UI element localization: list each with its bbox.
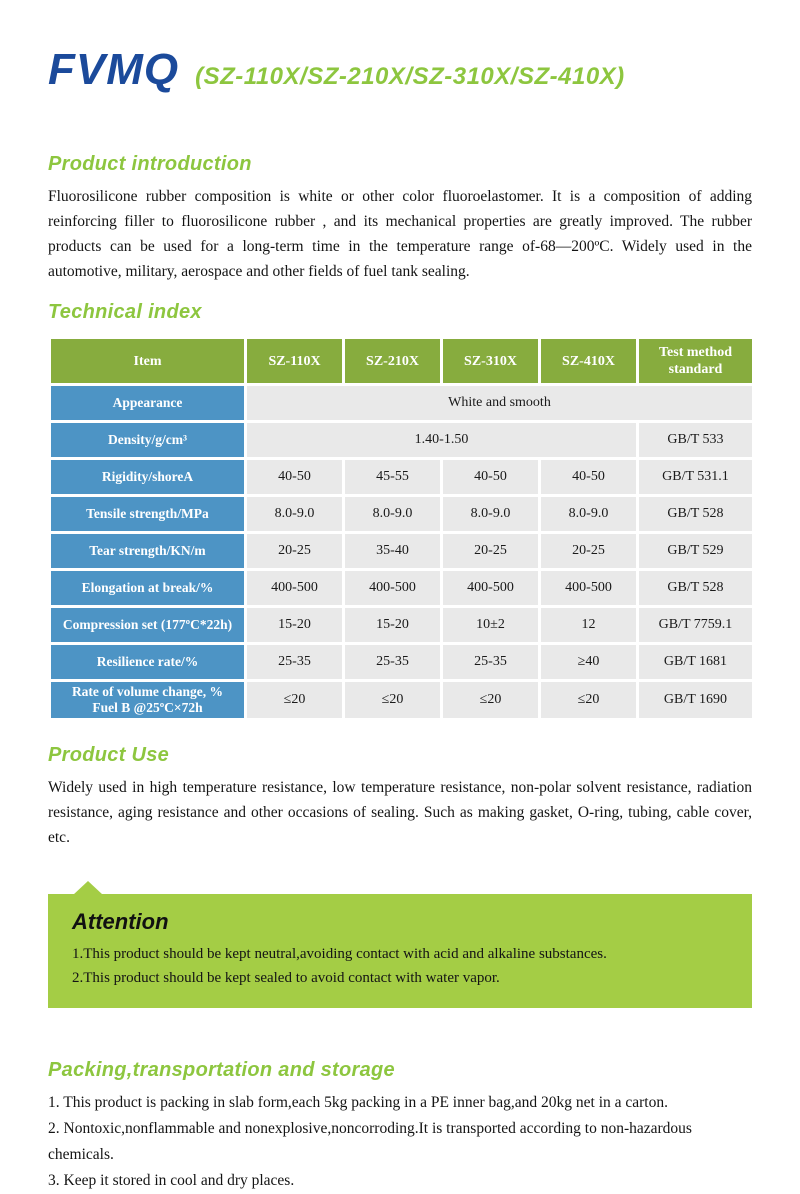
- table-cell: ≤20: [344, 681, 442, 720]
- table-cell: 25-35: [344, 644, 442, 681]
- table-cell: 25-35: [442, 644, 540, 681]
- table-cell-test: GB/T 7759.1: [638, 607, 754, 644]
- table-cell: 20-25: [540, 533, 638, 570]
- table-row-tensile-strength: [50, 496, 754, 533]
- table-cell-test: GB/T 533: [638, 422, 754, 459]
- table-cell-test: GB/T 1681: [638, 644, 754, 681]
- table-cell: 400-500: [540, 570, 638, 607]
- product-title: FVMQ: [48, 45, 180, 94]
- packing-item-1: 1. This product is packing in slab form,each 5kg packing in a PE inner bag,and 20kg net in a carton.: [48, 1094, 668, 1111]
- packing-item-2: 2. Nontoxic,nonflammable and nonexplosive,noncorroding.It is transported according to non-hazardous chemicals.: [48, 1120, 692, 1163]
- table-cell: ≤20: [442, 681, 540, 720]
- section-heading-introduction: Product introduction: [48, 153, 252, 175]
- table-cell: 40-50: [442, 459, 540, 496]
- section-heading-technical-index: Technical index: [48, 301, 202, 323]
- table-cell: 40-50: [246, 459, 344, 496]
- product-variants: (SZ-110X/SZ-210X/SZ-310X/SZ-410X): [195, 63, 625, 90]
- attention-heading: Attention: [72, 909, 169, 934]
- table-cell: 8.0-9.0: [344, 496, 442, 533]
- table-cell: 400-500: [344, 570, 442, 607]
- packing-section: [0, 1058, 800, 1194]
- table-cell: ≤20: [246, 681, 344, 720]
- table-cell: ≥40: [540, 644, 638, 681]
- table-cell: 400-500: [442, 570, 540, 607]
- attention-item-1: 1.This product should be kept neutral,avoiding contact with acid and alkaline substances.: [72, 946, 607, 962]
- table-cell: 8.0-9.0: [540, 496, 638, 533]
- table-cell: 20-25: [246, 533, 344, 570]
- table-row-elongation: [50, 570, 754, 607]
- table-row-tear-strength: [50, 533, 754, 570]
- table-cell: 12: [540, 607, 638, 644]
- row-label: Elongation at break/%: [50, 570, 246, 607]
- row-label-line1: Rate of volume change, %: [71, 684, 224, 699]
- row-label: Resilience rate/%: [50, 644, 246, 681]
- table-cell: 25-35: [246, 644, 344, 681]
- row-label: Appearance: [50, 385, 246, 422]
- column-header-test-method: Test method standard: [638, 338, 754, 385]
- table-cell: White and smooth: [246, 385, 754, 422]
- table-cell-test: GB/T 528: [638, 570, 754, 607]
- table-cell: ≤20: [540, 681, 638, 720]
- row-label-line2: Fuel B @25ºC×72h: [92, 700, 203, 715]
- section-heading-product-use: Product Use: [48, 744, 170, 766]
- attention-pointer-triangle: [73, 881, 103, 895]
- table-cell: 10±2: [442, 607, 540, 644]
- table-row-volume-change: [50, 681, 754, 720]
- table-cell: 1.40-1.50: [246, 422, 638, 459]
- column-header-sz410x: SZ-410X: [540, 338, 638, 385]
- table-cell: 8.0-9.0: [246, 496, 344, 533]
- table-cell: 20-25: [442, 533, 540, 570]
- table-header-row: [50, 338, 754, 385]
- table-row-appearance: [50, 385, 754, 422]
- table-cell: 45-55: [344, 459, 442, 496]
- row-label: Tear strength/KN/m: [50, 533, 246, 570]
- column-header-item: Item: [50, 338, 246, 385]
- table-cell-test: GB/T 529: [638, 533, 754, 570]
- technical-index-table: [48, 336, 755, 721]
- table-cell: 400-500: [246, 570, 344, 607]
- table-row-density: [50, 422, 754, 459]
- packing-item-3: 3. Keep it stored in cool and dry places.: [48, 1172, 295, 1189]
- product-use-paragraph: Widely used in high temperature resistance, low temperature resistance, non-polar solvent resistance, radiation resistance, aging resistance and other occasions of sealing. Such as making gasket, O-ring, tubing, cable cover, etc.: [48, 779, 752, 846]
- table-row-compression-set: [50, 607, 754, 644]
- table-row-resilience: [50, 644, 754, 681]
- packing-list: [48, 1090, 752, 1194]
- table-cell: 15-20: [246, 607, 344, 644]
- row-label: [50, 681, 246, 720]
- title-block: [48, 44, 752, 96]
- row-label: Tensile strength/MPa: [50, 496, 246, 533]
- table-cell-test: GB/T 531.1: [638, 459, 754, 496]
- attention-callout-box: [48, 894, 752, 1008]
- table-cell: 35-40: [344, 533, 442, 570]
- table-cell-test: GB/T 528: [638, 496, 754, 533]
- column-header-sz110x: SZ-110X: [246, 338, 344, 385]
- table-cell: 15-20: [344, 607, 442, 644]
- row-label: Rigidity/shoreA: [50, 459, 246, 496]
- section-heading-packing: Packing,transportation and storage: [48, 1059, 395, 1081]
- table-cell: 40-50: [540, 459, 638, 496]
- column-header-sz210x: SZ-210X: [344, 338, 442, 385]
- column-header-sz310x: SZ-310X: [442, 338, 540, 385]
- table-cell-test: GB/T 1690: [638, 681, 754, 720]
- table-cell: 8.0-9.0: [442, 496, 540, 533]
- row-label: Density/g/cm³: [50, 422, 246, 459]
- attention-item-2: 2.This product should be kept sealed to avoid contact with water vapor.: [72, 970, 500, 986]
- table-row-rigidity: [50, 459, 754, 496]
- introduction-paragraph: Fluorosilicone rubber composition is white or other color fluoroelastomer. It is a composition of adding reinforcing filler to fluorosilicone rubber , and its mechanical properties are greatly improved. The rubber products can be used for a long-term time in the temperature range of-68—200ºC. Widely used in the automotive, military, aerospace and other fields of fuel tank sealing.: [48, 188, 752, 280]
- row-label: Compression set (177ºC*22h): [50, 607, 246, 644]
